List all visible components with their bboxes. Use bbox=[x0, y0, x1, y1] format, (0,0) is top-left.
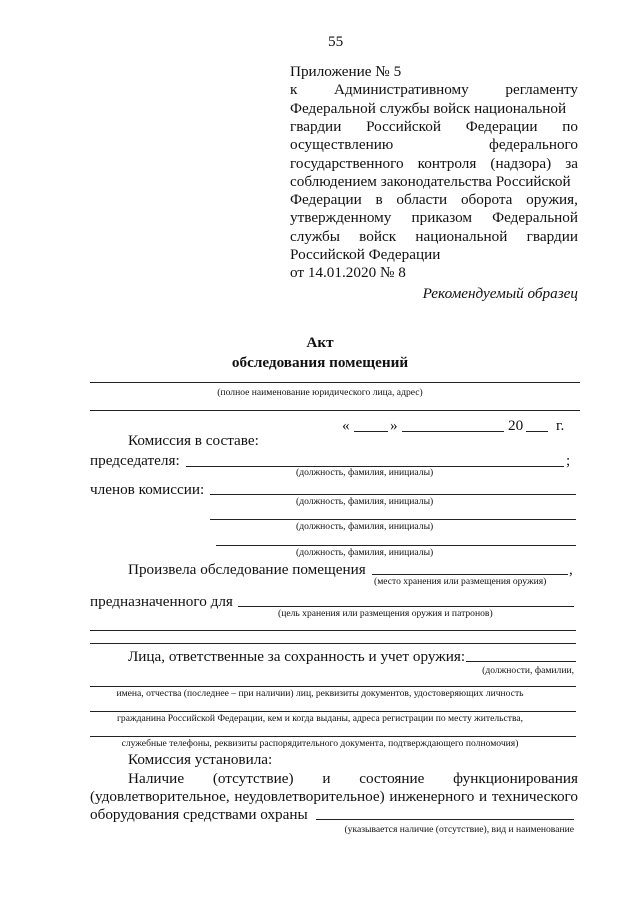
para-word: функционирования bbox=[453, 770, 578, 787]
appendix-line bbox=[290, 101, 566, 116]
org-name-line[interactable] bbox=[90, 382, 580, 383]
appendix-word: Федеральной bbox=[492, 209, 578, 227]
para-line-1 bbox=[128, 771, 578, 786]
member-field-3[interactable] bbox=[216, 545, 576, 546]
appendix-word: Федерации bbox=[290, 191, 362, 209]
appendix-word: к bbox=[290, 81, 298, 99]
responsible-label: Лица, ответственные за сохранность и учет оружия: bbox=[128, 648, 466, 665]
act-subtitle: обследования помещений bbox=[231, 354, 409, 371]
date-open-quote: « bbox=[342, 417, 350, 434]
appendix-word: от 14.01.2020 № 8 bbox=[290, 264, 406, 282]
appendix-line bbox=[290, 156, 578, 171]
responsible-line-3[interactable] bbox=[90, 711, 576, 712]
hint-org: (полное наименование юридического лица, адрес) bbox=[217, 387, 423, 398]
chairman-end: ; bbox=[566, 452, 571, 469]
appendix-word: контроля bbox=[417, 154, 477, 172]
appendix-word: в bbox=[375, 191, 383, 209]
appendix-word: национальной bbox=[415, 227, 508, 245]
appendix-word: гвардии bbox=[290, 117, 342, 135]
page-number: 55 bbox=[328, 33, 344, 50]
appendix-line bbox=[290, 174, 571, 189]
appendix-word: соблюдением законодательства Российской bbox=[290, 172, 571, 190]
members-label: членов комиссии: bbox=[90, 481, 205, 498]
member-field-2[interactable] bbox=[210, 519, 576, 520]
survey-end: , bbox=[569, 561, 573, 578]
para-word: Наличие bbox=[128, 770, 185, 787]
date-month-field[interactable] bbox=[402, 431, 504, 432]
para-word: неудовлетворительное) bbox=[234, 788, 385, 805]
date-year-suffix: г. bbox=[556, 417, 565, 434]
hint-member-3: (должность, фамилия, инициалы) bbox=[296, 547, 434, 558]
para-word: и bbox=[479, 788, 488, 805]
para-word: и bbox=[322, 770, 331, 787]
appendix-line bbox=[290, 119, 578, 134]
appendix-word: федерального bbox=[489, 136, 578, 154]
appendix-word: оружия, bbox=[526, 191, 578, 209]
appendix-line bbox=[290, 137, 578, 152]
appendix-word: войск bbox=[359, 227, 397, 245]
sample-note: Рекомендуемый образец bbox=[422, 285, 578, 302]
purpose-extra-line-1[interactable] bbox=[90, 630, 576, 631]
appendix-word: приказом bbox=[411, 209, 473, 227]
appendix-word: Административному bbox=[333, 81, 469, 99]
para-line-2 bbox=[90, 789, 578, 804]
org-address-line[interactable] bbox=[90, 410, 580, 411]
appendix-word: гвардии bbox=[526, 227, 578, 245]
hint-resp-3: гражданина Российской Федерации, кем и когда выданы, адреса регистрации по месту жительства, bbox=[116, 713, 524, 724]
hint-security: (указывается наличие (отсутствие), вид и наименование bbox=[344, 824, 574, 835]
act-title: Акт bbox=[306, 334, 334, 351]
appendix-word: по bbox=[562, 117, 578, 135]
date-year-prefix: 20 bbox=[508, 417, 524, 434]
appendix-word: Приложение № 5 bbox=[290, 63, 402, 80]
para-word: состояние bbox=[359, 770, 425, 787]
purpose-field[interactable] bbox=[238, 606, 574, 607]
hint-resp-4: служебные телефоны, реквизиты распорядительного документа, подтверждающего полномочия) bbox=[121, 738, 519, 749]
appendix-word: утвержденному bbox=[290, 209, 392, 227]
responsible-field[interactable] bbox=[466, 661, 576, 662]
date-year-field[interactable] bbox=[526, 431, 548, 432]
appendix-line bbox=[290, 192, 578, 207]
chairman-label: председателя: bbox=[90, 452, 180, 469]
appendix-line bbox=[290, 82, 578, 97]
purpose-extra-line-2[interactable] bbox=[90, 643, 576, 644]
appendix-word: Российской Федерации bbox=[290, 246, 441, 263]
appendix-word: осуществлению bbox=[290, 136, 394, 154]
survey-label: Произвела обследование помещения bbox=[128, 561, 366, 578]
hint-storage: (место хранения или размещения оружия) bbox=[374, 576, 547, 587]
appendix-line bbox=[290, 210, 578, 225]
para-word: технического bbox=[491, 788, 578, 805]
purpose-label: предназначенного для bbox=[90, 593, 233, 610]
commission-label: Комиссия в составе: bbox=[128, 432, 259, 449]
appendix-word: службы bbox=[290, 227, 340, 245]
hint-chairman: (должность, фамилия, инициалы) bbox=[296, 467, 434, 478]
date-day-field[interactable] bbox=[354, 431, 388, 432]
appendix-word: государственного bbox=[290, 154, 404, 172]
appendix-word: оборота bbox=[460, 191, 513, 209]
para-word: (отсутствие) bbox=[212, 770, 294, 787]
hint-resp-2: имена, отчества (последнее – при наличии) лиц, реквизиты документов, удостоверяющих личность bbox=[116, 688, 524, 699]
appendix-word: за bbox=[565, 154, 578, 172]
para-line-3: оборудования средствами охраны bbox=[90, 806, 308, 823]
date-close-quote: » bbox=[390, 417, 398, 434]
survey-field[interactable] bbox=[372, 574, 568, 575]
hint-purpose: (цель хранения или размещения оружия и патронов) bbox=[278, 608, 493, 619]
appendix-word: Федерации bbox=[465, 117, 538, 135]
hint-resp-1: (должности, фамилии, bbox=[482, 665, 574, 676]
appendix-line bbox=[290, 247, 440, 262]
appendix-word: области bbox=[396, 191, 448, 209]
responsible-line-4[interactable] bbox=[90, 736, 576, 737]
appendix-line bbox=[290, 229, 578, 244]
appendix-word: Российской bbox=[366, 117, 441, 135]
para-word: инженерного bbox=[389, 788, 475, 805]
responsible-line-2[interactable] bbox=[90, 686, 576, 687]
appendix-line bbox=[290, 265, 406, 280]
appendix-word: Федеральной службы войск национальной bbox=[290, 99, 567, 117]
hint-member-2: (должность, фамилия, инициалы) bbox=[296, 521, 434, 532]
security-field[interactable] bbox=[316, 819, 574, 820]
member-field-1[interactable] bbox=[210, 494, 576, 495]
appendix-word: (надзора) bbox=[490, 154, 552, 172]
hint-member-1: (должность, фамилия, инициалы) bbox=[296, 496, 434, 507]
para-word: (удовлетворительное, bbox=[90, 788, 230, 805]
appendix-word: регламенту bbox=[505, 81, 578, 99]
appendix-line bbox=[290, 64, 401, 79]
established-label: Комиссия установила: bbox=[128, 751, 273, 768]
